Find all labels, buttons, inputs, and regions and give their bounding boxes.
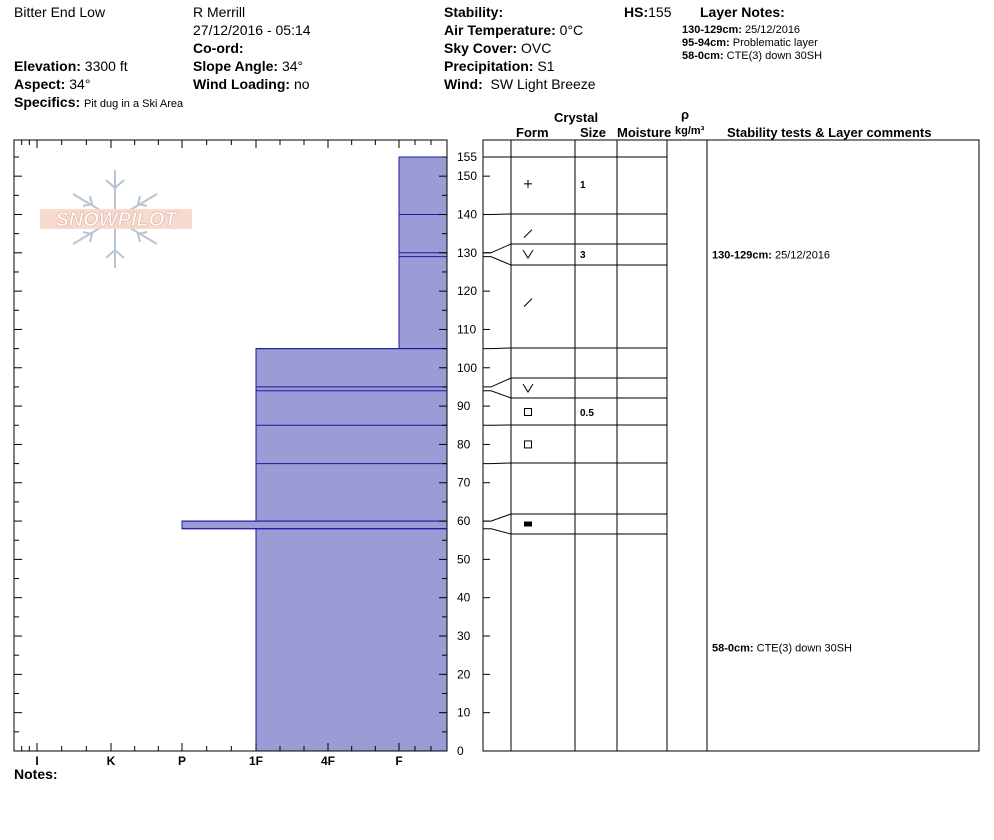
layer-connector [483, 348, 511, 349]
layer-note-range: 130-129cm: [682, 24, 742, 36]
hardness-bar [256, 529, 447, 751]
wind-label: Wind: [444, 76, 483, 92]
slope-value: 34° [281, 58, 304, 74]
hs-value: 155 [648, 4, 672, 20]
specifics-label: Specifics: [14, 94, 81, 110]
layer-note-range: 95-94cm: [682, 37, 730, 49]
air-temp-value: 0°C [559, 22, 584, 38]
grain-size-label: 3 [580, 250, 586, 261]
depth-tick-label: 90 [457, 399, 471, 414]
layer-note-text: 25/12/2016 [745, 24, 801, 36]
layer-table-frame [483, 140, 979, 751]
depth-tick-label: 0 [457, 744, 464, 758]
precip-label: Precipitation: [444, 58, 534, 74]
depth-tick-label: 140 [457, 207, 478, 222]
grain-form-icon [524, 522, 532, 527]
depth-tick-label: 10 [457, 705, 471, 720]
stability-comment: 58-0cm: CTE(3) down 30SH [712, 642, 853, 655]
wind-loading-value: no [293, 76, 310, 92]
grain-form-icon [524, 299, 532, 307]
hardness-tick-label: P [177, 754, 187, 768]
col-crystal-header: Crystal [554, 110, 599, 125]
aspect-value: 34° [69, 76, 91, 92]
col-rho-header: ρ [681, 107, 690, 122]
layer-connector [483, 391, 511, 398]
layer-notes-label: Layer Notes: [700, 4, 785, 20]
specifics-value: Pit dug in a Ski Area [84, 98, 184, 110]
grain-form-icon [525, 441, 532, 448]
depth-tick-label: 130 [457, 245, 478, 260]
layer-connector [483, 463, 511, 464]
layer-note-text: CTE(3) down 30SH [726, 50, 823, 62]
hardness-tick-label: K [106, 754, 116, 768]
depth-tick-label: 30 [457, 629, 471, 644]
grain-size-label: 1 [580, 179, 586, 191]
observer-name: R Merrill [193, 4, 246, 20]
grain-form-icon [523, 384, 533, 392]
slope-label: Slope Angle: [193, 58, 279, 74]
col-size-header: Size [580, 125, 607, 140]
layer-connector [483, 529, 511, 534]
wind-value: SW Light Breeze [490, 76, 596, 92]
elevation-label: Elevation: [14, 58, 81, 74]
hardness-bar [182, 521, 447, 529]
depth-tick-label: 150 [457, 169, 478, 184]
notes-label: Notes: [14, 766, 58, 782]
sky-label: Sky Cover: [444, 40, 518, 56]
hs-label: HS: [624, 4, 649, 20]
grain-form-icon [525, 409, 532, 416]
observation-datetime: 27/12/2016 - 05:14 [193, 22, 311, 38]
col-density-unit: kg/m³ [675, 125, 705, 137]
logo-text: SNOWPILOT [55, 209, 177, 231]
stability-comment: 130-129cm: 25/12/2016 [712, 249, 831, 262]
layer-connector [483, 514, 511, 521]
hardness-bar [256, 349, 447, 521]
grain-form-icon [524, 230, 532, 238]
depth-tick-label: 110 [457, 322, 477, 337]
hardness-tick-label: 1F [248, 754, 264, 768]
depth-tick-label: 50 [457, 552, 471, 567]
air-temp-label: Air Temperature: [444, 22, 556, 38]
layer-connector [483, 244, 511, 253]
layer-note-text: Problematic layer [732, 37, 818, 49]
grain-form-icon [523, 250, 533, 258]
depth-tick-label: 120 [457, 284, 478, 299]
depth-tick-label: 80 [457, 437, 471, 452]
precip-value: S1 [537, 58, 555, 74]
depth-tick-label: 40 [457, 590, 471, 605]
stability-label: Stability: [444, 4, 504, 20]
depth-tick-label: 60 [457, 514, 471, 529]
coord-label: Co-ord: [193, 40, 244, 56]
col-moisture-header: Moisture [617, 125, 672, 140]
hardness-tick-label: I [35, 754, 39, 768]
depth-tick-label: 155 [457, 150, 478, 164]
aspect-label: Aspect: [14, 76, 66, 92]
grain-size-label: 0.5 [580, 408, 594, 419]
depth-tick-label: 20 [457, 667, 471, 682]
sky-value: OVC [521, 40, 552, 56]
location-name: Bitter End Low [14, 4, 106, 20]
snowpilot-logo [40, 170, 192, 268]
depth-tick-label: 70 [457, 475, 471, 490]
depth-tick-label: 100 [457, 360, 478, 375]
hardness-tick-label: 4F [320, 754, 336, 768]
layer-connector [483, 257, 511, 265]
elevation-value: 3300 ft [84, 58, 128, 74]
hardness-tick-label: F [395, 754, 403, 768]
wind-loading-label: Wind Loading: [193, 76, 291, 92]
layer-note-range: 58-0cm: [682, 50, 724, 62]
col-form-header: Form [516, 125, 549, 140]
layer-connector [483, 378, 511, 387]
col-stability-header: Stability tests & Layer comments [727, 125, 932, 140]
